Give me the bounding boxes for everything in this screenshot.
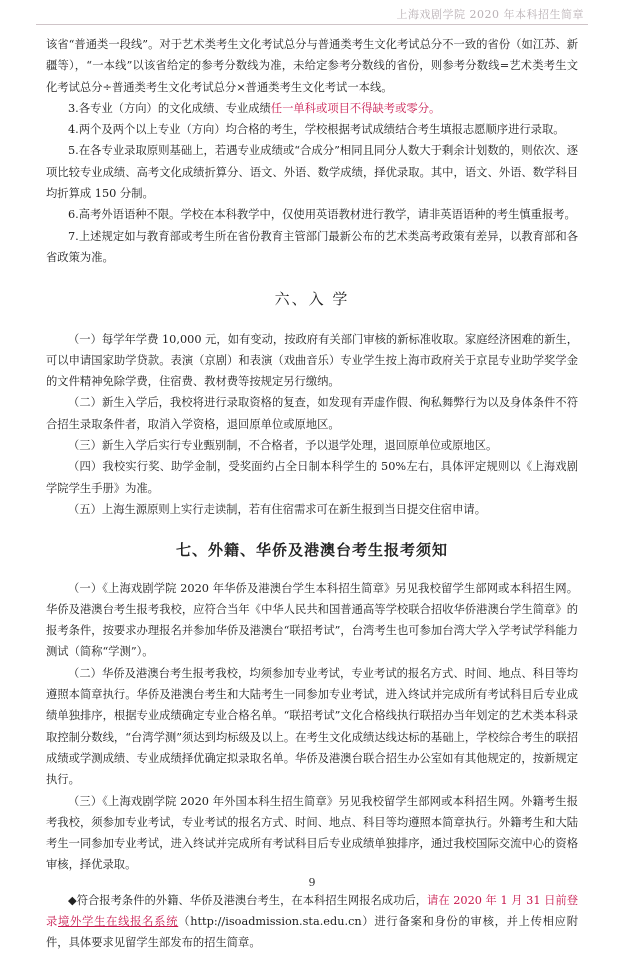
paragraph-baseline-rule: 该省“普通类一段线”。对于艺术类考生文化考试总分与普通类考生文化考试总分不一致的省份（如江苏、新疆等），“一本线”以该省给定的参考分数线为准，未给定参考分数线的省份，则参考分数线=艺术类考生文化考试总分÷普通类考生文化考试总分×普通类考生文化考试一本线。 — [46, 38, 578, 94]
note-text-1: ◆符合报考条件的外籍、华侨及港澳台考生，在本科招生网报名成功后， — [68, 893, 428, 907]
section-heading-enrollment: 六、入 学 — [274, 290, 350, 309]
registration-note — [46, 890, 578, 954]
rule-4: 4.两个及两个以上专业（方向）均合格的考生，学校根据考试成绩结合考生填报志愿顺序进行录取。 — [68, 123, 565, 137]
page-number: 9 — [308, 876, 316, 889]
international-item-3: （三）《上海戏剧学院 2020 年外国本科生招生简章》另见我校留学生部网或本科招生网。外籍考生报考我校，须参加专业考试，专业考试的报名方式、时间、地点、科目等均遵照本简章执行。外籍考生和大陆考生一同参加专业考试，进入终试并完成所有考试科目后专业成绩单独排序，通过我校国际交流中心的资格审核，择优录取。 — [46, 794, 578, 872]
enrollment-item-1: （一）每学年学费 10,000 元，如有变动，按政府有关部门审核的新标准收取。家庭经济困难的新生，可以申请国家助学贷款。表演（京剧）和表演（戏曲音乐）专业学生按上海市政府关于京昆专业助学奖学金的文件精神免除学费，住宿费、教材费等按规定另行缴纳。 — [46, 332, 578, 389]
header-title: 上海戏剧学院 2020 年本科招生简章 — [396, 8, 584, 21]
document-body — [46, 34, 578, 954]
international-item-1: （一）《上海戏剧学院 2020 年华侨及港澳台学生本科招生简章》另见我校留学生部网或本科招生网。华侨及港澳台考生报考我校，应符合当年《中华人民共和国普通高等学校联合招收华侨港澳台学生简章》的报考条件，按要求办理报名并参加华侨及港澳台“联招考试”，台湾考生也可参加台湾大学入学考试学科能力测试（简称“学测”）。 — [46, 581, 578, 659]
enrollment-item-3: （三）新生入学后实行专业甄别制，不合格者，予以退学处理，退回原单位或原地区。 — [68, 439, 498, 453]
rule-6: 6.高考外语语种不限。学校在本科教学中，仅使用英语教材进行教学，请非英语语种的考生慎重报考。 — [68, 208, 576, 222]
note-deadline: 请在 2020 年 1 月 31 日前登录 — [46, 893, 578, 928]
header-rule — [36, 24, 588, 25]
rule-3-text: 3.各专业（方向）的文化成绩、专业成绩 — [68, 101, 271, 115]
international-item-2: （二）华侨及港澳台考生报考我校，均须参加专业考试，专业考试的报名方式、时间、地点、科目等均遵照本简章执行。华侨及港澳台考生和大陆考生一同参加专业考试，进入终试并完成所有考试科目后专业成绩单独排序，根据专业成绩确定专业合格名单。“联招考试”文化合格线执行联招办当年划定的艺术类本科录取控制分数线，“台湾学测”须达到均标级及以上。在考生文化成绩达线达标的基础上，学校综合考生的联招成绩或学测成绩、专业成绩择优确定拟录取名单。华侨及港澳台联合招生办公室如有其他规定的，按新规定执行。 — [46, 666, 578, 787]
page-header — [0, 0, 624, 26]
note-text-2: （http://isoadmission.sta.edu.cn）进行备案和身份的审核，并上传相应附件，具体要求见留学生部发布的招生简章。 — [46, 914, 578, 950]
rule-3 — [46, 98, 578, 119]
enrollment-item-4: （四）我校实行奖、助学金制，受奖面约占全日制本科学生的 50%左右，具体评定规则以《上海戏剧学院学生手册》为准。 — [46, 460, 578, 495]
rule-7: 7.上述规定如与教育部或考生所在省份教育主管部门最新公布的艺术类高考政策有差异，以教育部和各省政策为准。 — [46, 229, 578, 264]
enrollment-item-2: （二）新生入学后，我校将进行录取资格的复查，如发现有弄虚作假、徇私舞弊行为以及身体条件不符合招生录取条件者，取消入学资格，退回原单位或原地区。 — [46, 396, 578, 431]
section-heading-international: 七、外籍、华侨及港澳台考生报考须知 — [175, 541, 448, 560]
online-registration-link[interactable]: 境外学生在线报名系统 — [58, 914, 179, 928]
rule-3-highlight: 任一单科或项目不得缺考或零分。 — [270, 101, 441, 115]
enrollment-item-5: （五）上海生源原则上实行走读制，若有住宿需求可在新生报到当日提交住宿申请。 — [68, 502, 486, 516]
rule-5: 5.在各专业录取原则基础上，若遇专业成绩或“合成分”相同且同分人数大于剩余计划数的，则依次、逐项比较专业成绩、高考文化成绩折算分、语文、外语、数学成绩，择优录取。其中，语文、外语、数学科目均折算成 150 分制。 — [46, 144, 578, 201]
